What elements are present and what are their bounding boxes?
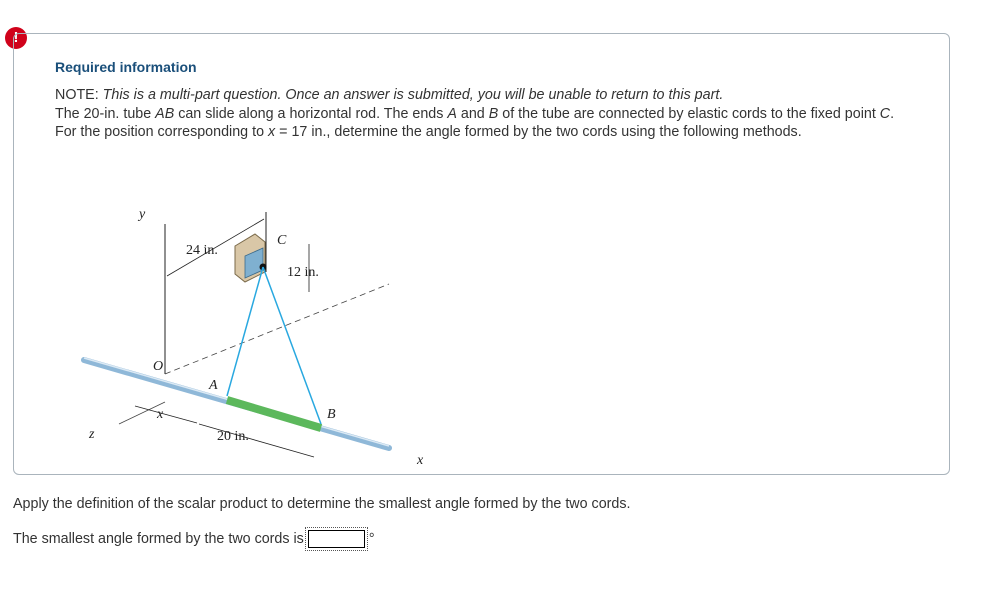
statement-text: The 20-in. tube (55, 105, 156, 122)
angle-answer-input[interactable] (308, 530, 365, 548)
statement-ab: AB (155, 105, 175, 122)
statement-a: A (447, 105, 457, 122)
tube-rod-figure (59, 174, 459, 468)
cord-bc (263, 267, 321, 424)
required-information-box (13, 33, 950, 475)
statement-text: . For the position corresponding to (55, 105, 895, 140)
cord-ac (227, 267, 263, 396)
degree-unit: ° (368, 531, 375, 547)
statement-text: and (456, 105, 489, 122)
dim-x-label: x (157, 407, 164, 422)
construction-line (165, 284, 389, 374)
dim-20-label: 20 in. (217, 429, 249, 444)
statement-c: C (879, 105, 891, 122)
statement-b: B (488, 105, 499, 122)
statement-text: can slide along a horizontal rod. The ends (174, 105, 448, 122)
point-c-label: C (277, 233, 287, 248)
note-italic: This is a multi-part question. Once an answer is submitted, you will be unable to return to this part. (102, 87, 724, 103)
y-axis-label: y (139, 207, 146, 222)
problem-statement (55, 86, 900, 142)
alert-icon: ! (5, 27, 27, 49)
note-prefix: NOTE: (55, 87, 103, 103)
dim-x-line (135, 406, 197, 423)
statement-text: = 17 in., determine the angle formed by the two cords using the following methods. (275, 124, 802, 140)
dim-12-label: 12 in. (287, 265, 319, 280)
answer-label: The smallest angle formed by the two cords is (13, 531, 304, 547)
statement-text: of the tube are connected by elastic cords to the fixed point (498, 105, 880, 122)
z-axis-label: z (89, 427, 95, 442)
required-information-title: Required information (55, 59, 197, 75)
x-axis-label: x (417, 453, 424, 468)
question-text: Apply the definition of the scalar product to determine the smallest angle formed by the two cords. (13, 496, 631, 512)
point-a-label: A (209, 378, 218, 393)
origin-label: O (153, 359, 164, 374)
statement-x: x (268, 124, 276, 140)
point-b-label: B (327, 407, 336, 422)
dim-24-label: 24 in. (186, 243, 218, 258)
answer-row (13, 530, 375, 548)
tube-ab (227, 400, 321, 428)
